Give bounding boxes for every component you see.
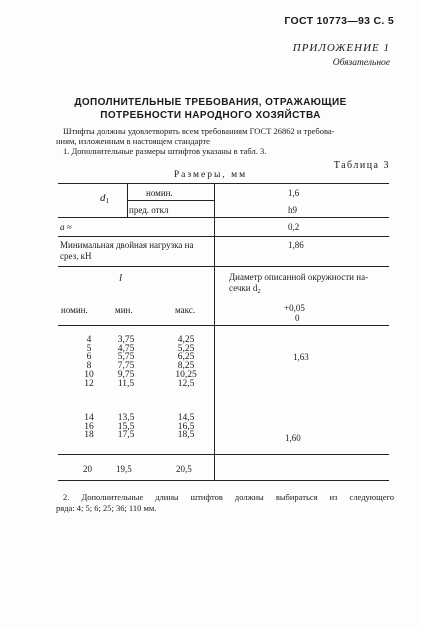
intro-line1: Штифты должны удовлетворять всем требованиям ГОСТ 26862 и требова- [63, 126, 335, 136]
group2-d2: 1,60 [285, 433, 301, 443]
d1-tolerance-label: пред. откл [129, 205, 169, 215]
d1-nominal-value: 1,6 [288, 188, 300, 198]
intro-line2: ниям, изложенным в настоящем стандарте [56, 136, 210, 146]
footer-line1: 2. Дополнительные длины штифтов должны выбираться из следующего [63, 492, 394, 502]
row20-max: 20,5 [176, 464, 192, 474]
appendix-status: Обязательное [332, 58, 390, 68]
column-nominal: номин. [61, 305, 88, 315]
column-min: мин. [115, 305, 133, 315]
table-units: Размеры, мм [173, 170, 248, 180]
tolerance-lower: 0 [295, 313, 300, 323]
l-symbol: l [119, 272, 123, 284]
a-label: a ≈ [60, 222, 72, 232]
d1-symbol: $d_1$ [100, 192, 109, 205]
group1-max: 4,25 5,25 6,25 8,25 10,25 12,5 [175, 335, 197, 389]
circle-label-line2: сечки $d_2$ [229, 283, 261, 295]
group2-min: 13,5 15,5 17,5 [117, 413, 135, 441]
circle-label-line1: Диаметр описанной окружности на- [229, 272, 369, 282]
footer-line2: ряда: 4; 5; 6; 25; 36; 110 мм. [56, 503, 157, 513]
group1-d2: 1,63 [293, 352, 309, 362]
group1-nominal: 4 5 6 8 10 12 [84, 335, 94, 389]
load-value: 1,86 [288, 240, 304, 250]
row20-min: 19,5 [116, 464, 132, 474]
section-title-line1: ДОПОЛНИТЕЛЬНЫЕ ТРЕБОВАНИЯ, ОТРАЖАЮЩИЕ [74, 97, 347, 108]
load-label-line2: срез, кН [60, 251, 92, 261]
group1-min: 3,75 4,75 5,75 7,75 9,75 11,5 [117, 335, 135, 389]
appendix-title: ПРИЛОЖЕНИЕ 1 [292, 42, 390, 54]
load-label-line1: Минимальная двойная нагрузка на [60, 240, 194, 250]
group2-max: 14,5 16,5 18,5 [177, 413, 195, 441]
section-title-line2: ПОТРЕБНОСТИ НАРОДНОГО ХОЗЯЙСТВА [100, 110, 321, 121]
a-value: 0,2 [288, 222, 300, 232]
table-caption: Таблица 3 [333, 160, 390, 171]
row20-nominal: 20 [83, 464, 92, 474]
d1-tolerance-value: h9 [288, 205, 297, 215]
tolerance-upper: +0,05 [284, 303, 305, 313]
column-max: макс. [175, 305, 196, 315]
group2-nominal: 14 16 18 [84, 413, 94, 441]
intro-line3: 1. Дополнительные размеры штифтов указаны в табл. 3. [63, 146, 267, 156]
standard-reference: ГОСТ 10773—93 С. 5 [284, 15, 394, 27]
d1-nominal-label: номин. [146, 188, 173, 198]
